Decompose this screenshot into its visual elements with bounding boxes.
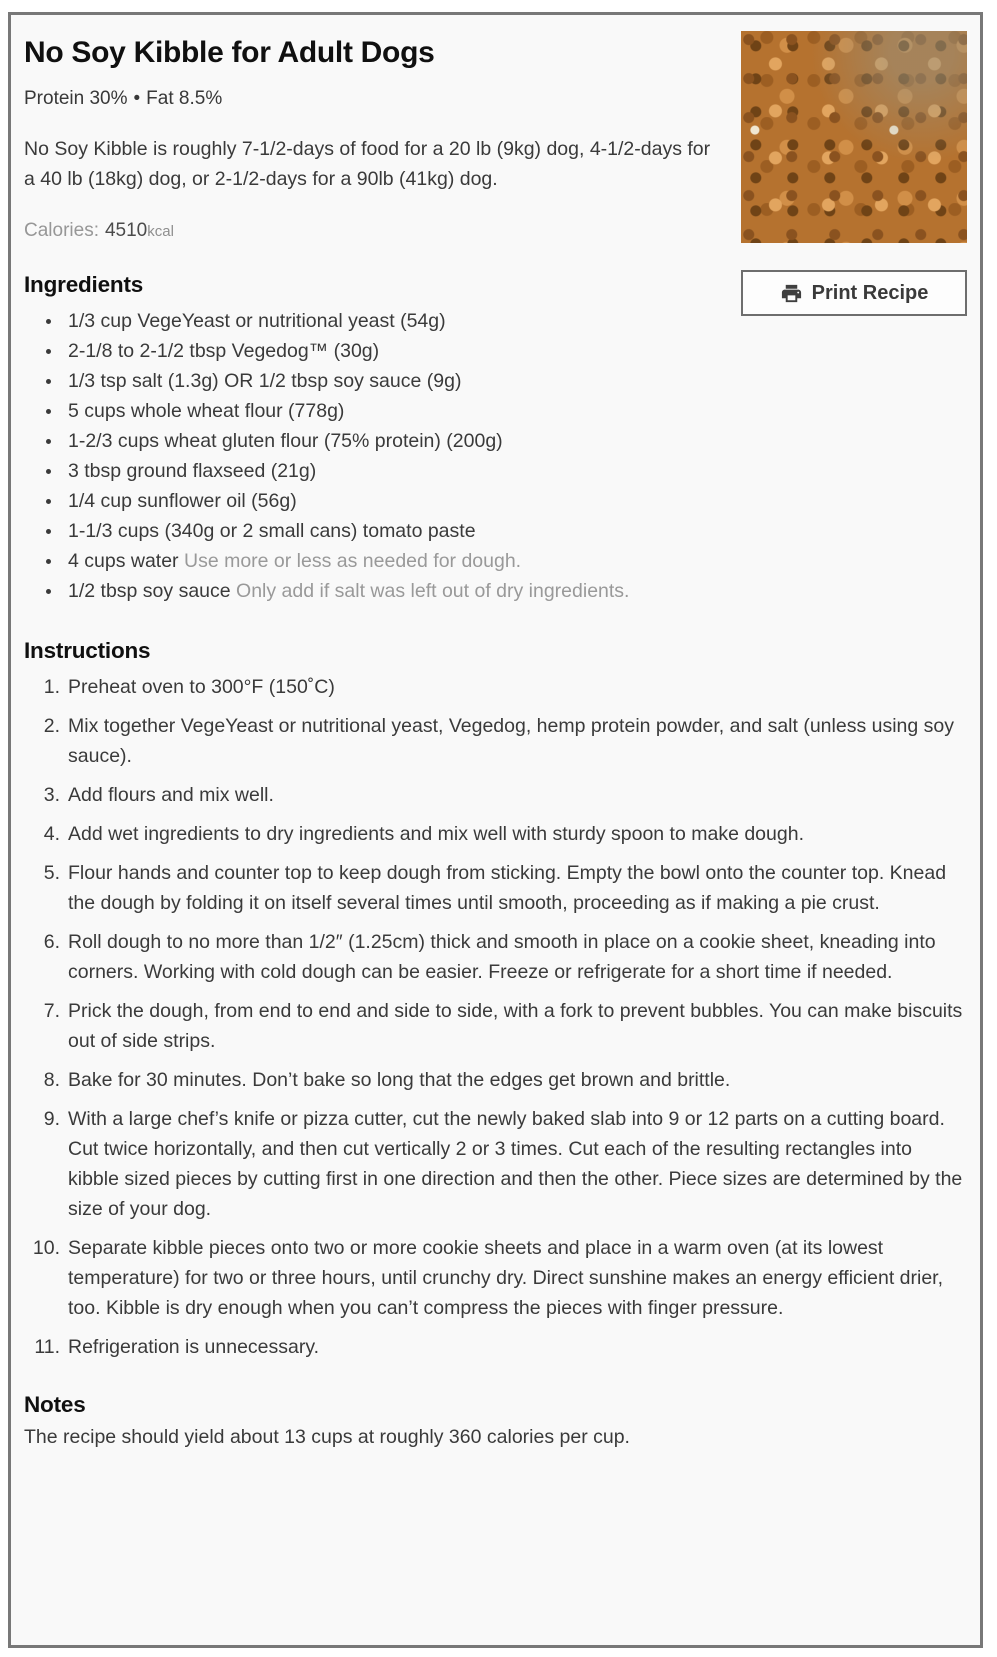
notes-heading: Notes	[24, 1392, 86, 1417]
ingredient-item	[68, 576, 967, 606]
kibble-photo	[741, 31, 967, 243]
ingredient-text: 1/2 tbsp soy sauce	[68, 580, 231, 602]
instruction-text: Add flours and mix well.	[68, 784, 274, 806]
print-recipe-label: Print Recipe	[811, 281, 929, 304]
notes-text: The recipe should yield about 13 cups at roughly 360 calories per cup.	[24, 1426, 630, 1448]
instruction-text: Add wet ingredients to dry ingredients and mix well with sturdy spoon to make dough.	[68, 823, 804, 845]
recipe-media	[741, 31, 967, 316]
instruction-text: With a large chef’s knife or pizza cutter, cut the newly baked slab into 9 or 12 parts on a cutting board. Cut twice horizontally, and then cut vertically 2 or 3 times. Cut each of the resulting rectangles into kibble sized pieces by cutting first in one direction and then the other. Piece sizes are determined by the size of your dog.	[68, 1108, 963, 1220]
page-title: No Soy Kibble for Adult Dogs	[24, 36, 435, 69]
ingredient-item	[68, 396, 967, 426]
ingredient-item	[68, 516, 967, 546]
calories-value: 4510	[104, 220, 148, 241]
fat-value: Fat 8.5%	[146, 88, 223, 109]
instruction-step	[68, 780, 967, 810]
instruction-text: Prick the dough, from end to end and side to side, with a fork to prevent bubbles. You can make biscuits out of side strips.	[68, 1000, 963, 1052]
calories-label: Calories:	[24, 220, 99, 241]
ingredient-text: 5 cups whole wheat flour (778g)	[68, 400, 345, 422]
ingredient-text: 4 cups water	[68, 550, 179, 572]
ingredient-note: Only add if salt was left out of dry ingredients.	[236, 580, 630, 602]
ingredient-item	[68, 456, 967, 486]
ingredients-list	[24, 306, 967, 606]
instruction-step	[68, 819, 967, 849]
recipe-description: No Soy Kibble is roughly 7-1/2-days of food for a 20 lb (9kg) dog, 4-1/2-days for a 40 lb (18kg) dog, or 2-1/2-days for a 90lb (41kg) dog.	[24, 138, 711, 190]
ingredient-text: 3 tbsp ground flaxseed (21g)	[68, 460, 317, 482]
instruction-step	[68, 858, 967, 918]
ingredient-item	[68, 426, 967, 456]
instruction-text: Mix together VegeYeast or nutritional yeast, Vegedog, hemp protein powder, and salt (unless using soy sauce).	[68, 715, 955, 767]
instruction-step	[68, 1233, 967, 1323]
instruction-step	[68, 672, 967, 702]
printer-icon	[780, 282, 803, 305]
ingredients-heading: Ingredients	[24, 272, 144, 297]
separator-dot: •	[133, 88, 141, 109]
instruction-step	[68, 927, 967, 987]
instruction-step	[68, 711, 967, 771]
instruction-step	[68, 1065, 967, 1095]
instruction-step	[68, 996, 967, 1056]
instruction-text: Refrigeration is unnecessary.	[68, 1336, 320, 1358]
instruction-text: Separate kibble pieces onto two or more cookie sheets and place in a warm oven (at its lowest temperature) for two or three hours, until crunchy dry. Direct sunshine makes an energy efficient drier, too. Kibble is dry enough when you can’t compress the pieces with finger pressure.	[68, 1237, 944, 1319]
instructions-list	[24, 672, 967, 1362]
calories-unit: kcal	[147, 223, 174, 240]
ingredient-text: 1-1/3 cups (340g or 2 small cans) tomato paste	[68, 520, 476, 542]
ingredient-note: Use more or less as needed for dough.	[183, 550, 522, 572]
protein-value: Protein 30%	[24, 88, 128, 109]
ingredient-item	[68, 366, 967, 396]
ingredient-text: 1-2/3 cups wheat gluten flour (75% protein) (200g)	[68, 430, 503, 452]
ingredient-text: 1/4 cup sunflower oil (56g)	[68, 490, 297, 512]
ingredient-text: 1/3 tsp salt (1.3g) OR 1/2 tbsp soy sauce (9g)	[68, 370, 462, 392]
ingredient-item	[68, 336, 967, 366]
ingredient-item	[68, 486, 967, 516]
instruction-text: Roll dough to no more than 1/2″ (1.25cm) thick and smooth in place on a cookie sheet, kneading into corners. Working with cold dough can be easier. Freeze or refrigerate for a short time if needed.	[68, 931, 936, 983]
instruction-step	[68, 1104, 967, 1224]
ingredient-text: 1/3 cup VegeYeast or nutritional yeast (54g)	[68, 310, 446, 332]
instruction-text: Preheat oven to 300°F (150˚C)	[68, 676, 335, 698]
instruction-step	[68, 1332, 967, 1362]
ingredient-item	[68, 546, 967, 576]
ingredient-item	[68, 306, 967, 336]
recipe-card	[8, 12, 983, 1648]
instructions-heading: Instructions	[24, 638, 151, 663]
ingredient-text: 2-1/8 to 2-1/2 tbsp Vegedog™ (30g)	[68, 340, 380, 362]
instruction-text: Flour hands and counter top to keep dough from sticking. Empty the bowl onto the counter top. Knead the dough by folding it on itself several times until smooth, proceeding as if making a pie crust.	[68, 862, 947, 914]
instruction-text: Bake for 30 minutes. Don’t bake so long that the edges get brown and brittle.	[68, 1069, 731, 1091]
